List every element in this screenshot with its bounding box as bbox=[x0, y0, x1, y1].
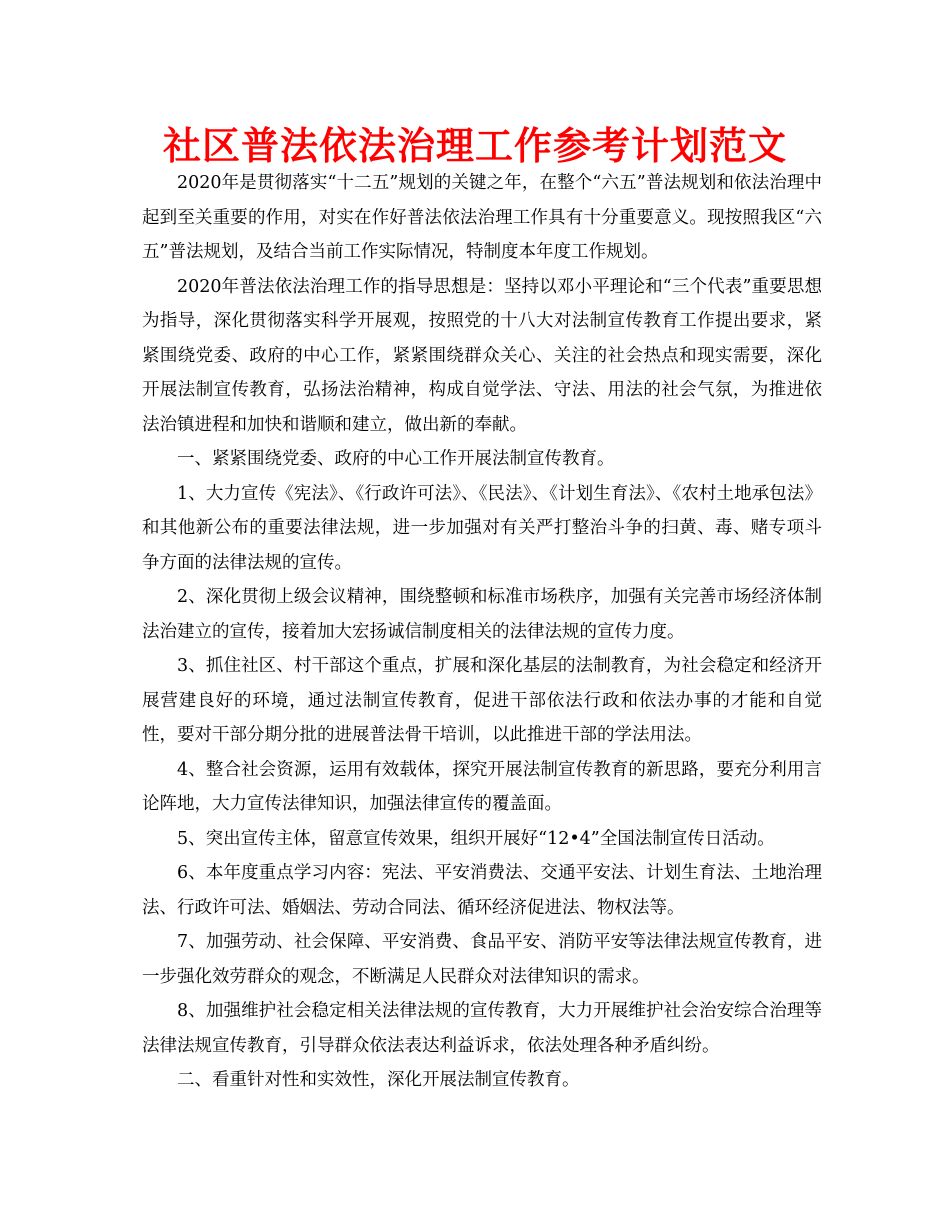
paragraph: 4、整合社会资源，运用有效载体，探究开展法制宣传教育的新思路，要充分利用言论阵地，大力宣传法律知识，加强法律宣传的覆盖面。 bbox=[142, 759, 822, 814]
paragraph: 7、加强劳动、社会保障、平安消费、食品平安、消防平安等法律法规宣传教育，进一步强化效劳群众的观念，不断满足人民群众对法律知识的需求。 bbox=[142, 932, 822, 987]
document-body bbox=[142, 166, 822, 1098]
paragraph: 6、本年度重点学习内容：宪法、平安消费法、交通平安法、计划生育法、土地治理法、行政许可法、婚姻法、劳动合同法、循环经济促进法、物权法等。 bbox=[142, 863, 822, 918]
paragraph: 2020年是贯彻落实“十二五”规划的关键之年，在整个“六五”普法规划和依法治理中起到至关重要的作用，对实在作好普法依法治理工作具有十分重要意义。现按照我区“六五”普法规划，及结合当前工作实际情况，特制度本年度工作规划。 bbox=[142, 173, 822, 262]
section-heading: 二、看重针对性和实效性，深化开展法制宣传教育。 bbox=[177, 1070, 580, 1090]
paragraph: 1、大力宣传《宪法》、《行政许可法》、《民法》、《计划生育法》、《农村土地承包法》和其他新公布的重要法律法规，进一步加强对有关严打整治斗争的扫黄、毒、赌专项斗争方面的法律法规的宣传。 bbox=[142, 483, 822, 573]
paragraph: 2020年普法依法治理工作的指导思想是：坚持以邓小平理论和“三个代表”重要思想为指导，深化贯彻落实科学开展观，按照党的十八大对法制宣传教育工作提出要求，紧紧围绕党委、政府的中心工作，紧紧围绕群众关心、关注的社会热点和现实需要，深化开展法制宣传教育，弘扬法治精神，构成自觉学法、守法、用法的社会气氛，为推进依法治镇进程和加快和谐顺和建立，做出新的奉献。 bbox=[142, 276, 822, 435]
document-title: 社区普法依法治理工作参考计划范文 bbox=[162, 123, 787, 168]
section-heading: 一、紧紧围绕党委、政府的中心工作开展法制宣传教育。 bbox=[177, 449, 615, 469]
paragraph: 5、突出宣传主体，留意宣传效果，组织开展好“12•4”全国法制宣传日活动。 bbox=[177, 828, 775, 849]
paragraph: 3、抓住社区、村干部这个重点，扩展和深化基层的法制教育，为社会稳定和经济开展营建良好的环境，通过法制宣传教育，促进干部依法行政和依法办事的才能和自觉性，要对干部分期分批的进展普法骨干培训，以此推进干部的学法用法。 bbox=[142, 656, 822, 745]
paragraph: 2、深化贯彻上级会议精神，围绕整顿和标准市场秩序，加强有关完善市场经济体制法治建立的宣传，接着加大宏扬诚信制度相关的法律法规的宣传力度。 bbox=[142, 587, 822, 642]
paragraph: 8、加强维护社会稳定相关法律法规的宣传教育，大力开展维护社会治安综合治理等法律法规宣传教育，引导群众依法表达利益诉求，依法处理各种矛盾纠纷。 bbox=[142, 1001, 822, 1056]
